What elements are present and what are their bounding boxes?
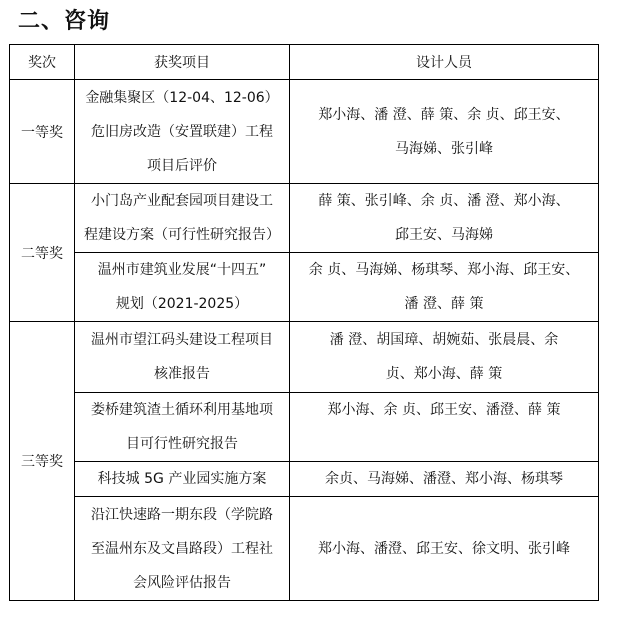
designers-line: 邱王安、马海娣 bbox=[395, 227, 493, 243]
project-name-line: 沿江快速路一期东段（学院路 bbox=[91, 506, 273, 523]
project-name-line: 科技城 5G 产业园实施方案 bbox=[97, 471, 267, 487]
project-name bbox=[75, 80, 290, 184]
project-name-line: 会风险评估报告 bbox=[133, 574, 231, 591]
designers bbox=[290, 184, 599, 253]
designers-line: 余贞、马海娣、潘澄、郑小海、杨琪琴 bbox=[325, 471, 563, 487]
project-name-line: 金融集聚区（12-04、12-06） bbox=[85, 89, 279, 106]
designers bbox=[290, 253, 599, 322]
designers bbox=[290, 322, 599, 393]
table-row bbox=[10, 393, 599, 462]
project-name-line: 娄桥建筑渣土循环利用基地项 bbox=[91, 402, 273, 418]
award-level: 一等奖 bbox=[10, 80, 75, 184]
designers bbox=[290, 497, 599, 601]
designers-line: 潘 澄、薛 策 bbox=[404, 296, 484, 312]
project-name-line: 程建设方案（可行性研究报告） bbox=[84, 227, 280, 243]
section-title: 二、咨询 bbox=[18, 9, 111, 34]
project-name-line: 核准报告 bbox=[154, 366, 210, 382]
header-project: 获奖项目 bbox=[75, 45, 290, 80]
table-row bbox=[10, 253, 599, 322]
table-row bbox=[10, 80, 599, 184]
project-name-line: 项目后评价 bbox=[147, 157, 217, 174]
designers-line: 余 贞、马海娣、杨琪琴、郑小海、邱王安、 bbox=[308, 262, 580, 278]
project-name-line: 至温州东及文昌路段）工程社 bbox=[91, 540, 273, 557]
project-name bbox=[75, 184, 290, 253]
awards-table bbox=[9, 44, 599, 601]
table-row bbox=[10, 462, 599, 497]
project-name bbox=[75, 462, 290, 497]
project-name-line: 温州市建筑业发展“十四五” bbox=[97, 262, 267, 278]
project-name bbox=[75, 322, 290, 393]
project-name-line: 小门岛产业配套园项目建设工 bbox=[91, 193, 273, 209]
table-row bbox=[10, 497, 599, 601]
project-name-line: 目可行性研究报告 bbox=[126, 436, 238, 452]
project-name-line: 温州市望江码头建设工程项目 bbox=[91, 332, 273, 348]
award-level: 二等奖 bbox=[10, 184, 75, 322]
designers-line: 薛 策、张引峰、余 贞、潘 澄、郑小海、 bbox=[318, 193, 570, 209]
project-name-line: 规划（2021-2025） bbox=[115, 296, 249, 312]
project-name bbox=[75, 253, 290, 322]
header-level: 奖次 bbox=[10, 45, 75, 80]
designers-line: 贞、郑小海、薛 策 bbox=[385, 366, 503, 382]
designers bbox=[290, 80, 599, 184]
designers-line: 郑小海、余 贞、邱王安、潘澄、薛 策 bbox=[327, 402, 561, 418]
designers-line: 郑小海、潘澄、邱王安、徐文明、张引峰 bbox=[318, 540, 570, 557]
designers bbox=[290, 462, 599, 497]
designers-line: 潘 澄、胡国璋、胡婉茹、张晨晨、余 bbox=[329, 332, 559, 348]
designers-line: 郑小海、潘 澄、薛 策、余 贞、邱王安、 bbox=[318, 106, 570, 123]
designers bbox=[290, 393, 599, 462]
table-header-row bbox=[10, 45, 599, 80]
table-row bbox=[10, 322, 599, 393]
designers-line: 马海娣、张引峰 bbox=[395, 140, 493, 157]
project-name bbox=[75, 497, 290, 601]
table-row bbox=[10, 184, 599, 253]
project-name bbox=[75, 393, 290, 462]
project-name-line: 危旧房改造（安置联建）工程 bbox=[91, 123, 273, 140]
award-level: 三等奖 bbox=[10, 322, 75, 601]
header-people: 设计人员 bbox=[290, 45, 599, 80]
